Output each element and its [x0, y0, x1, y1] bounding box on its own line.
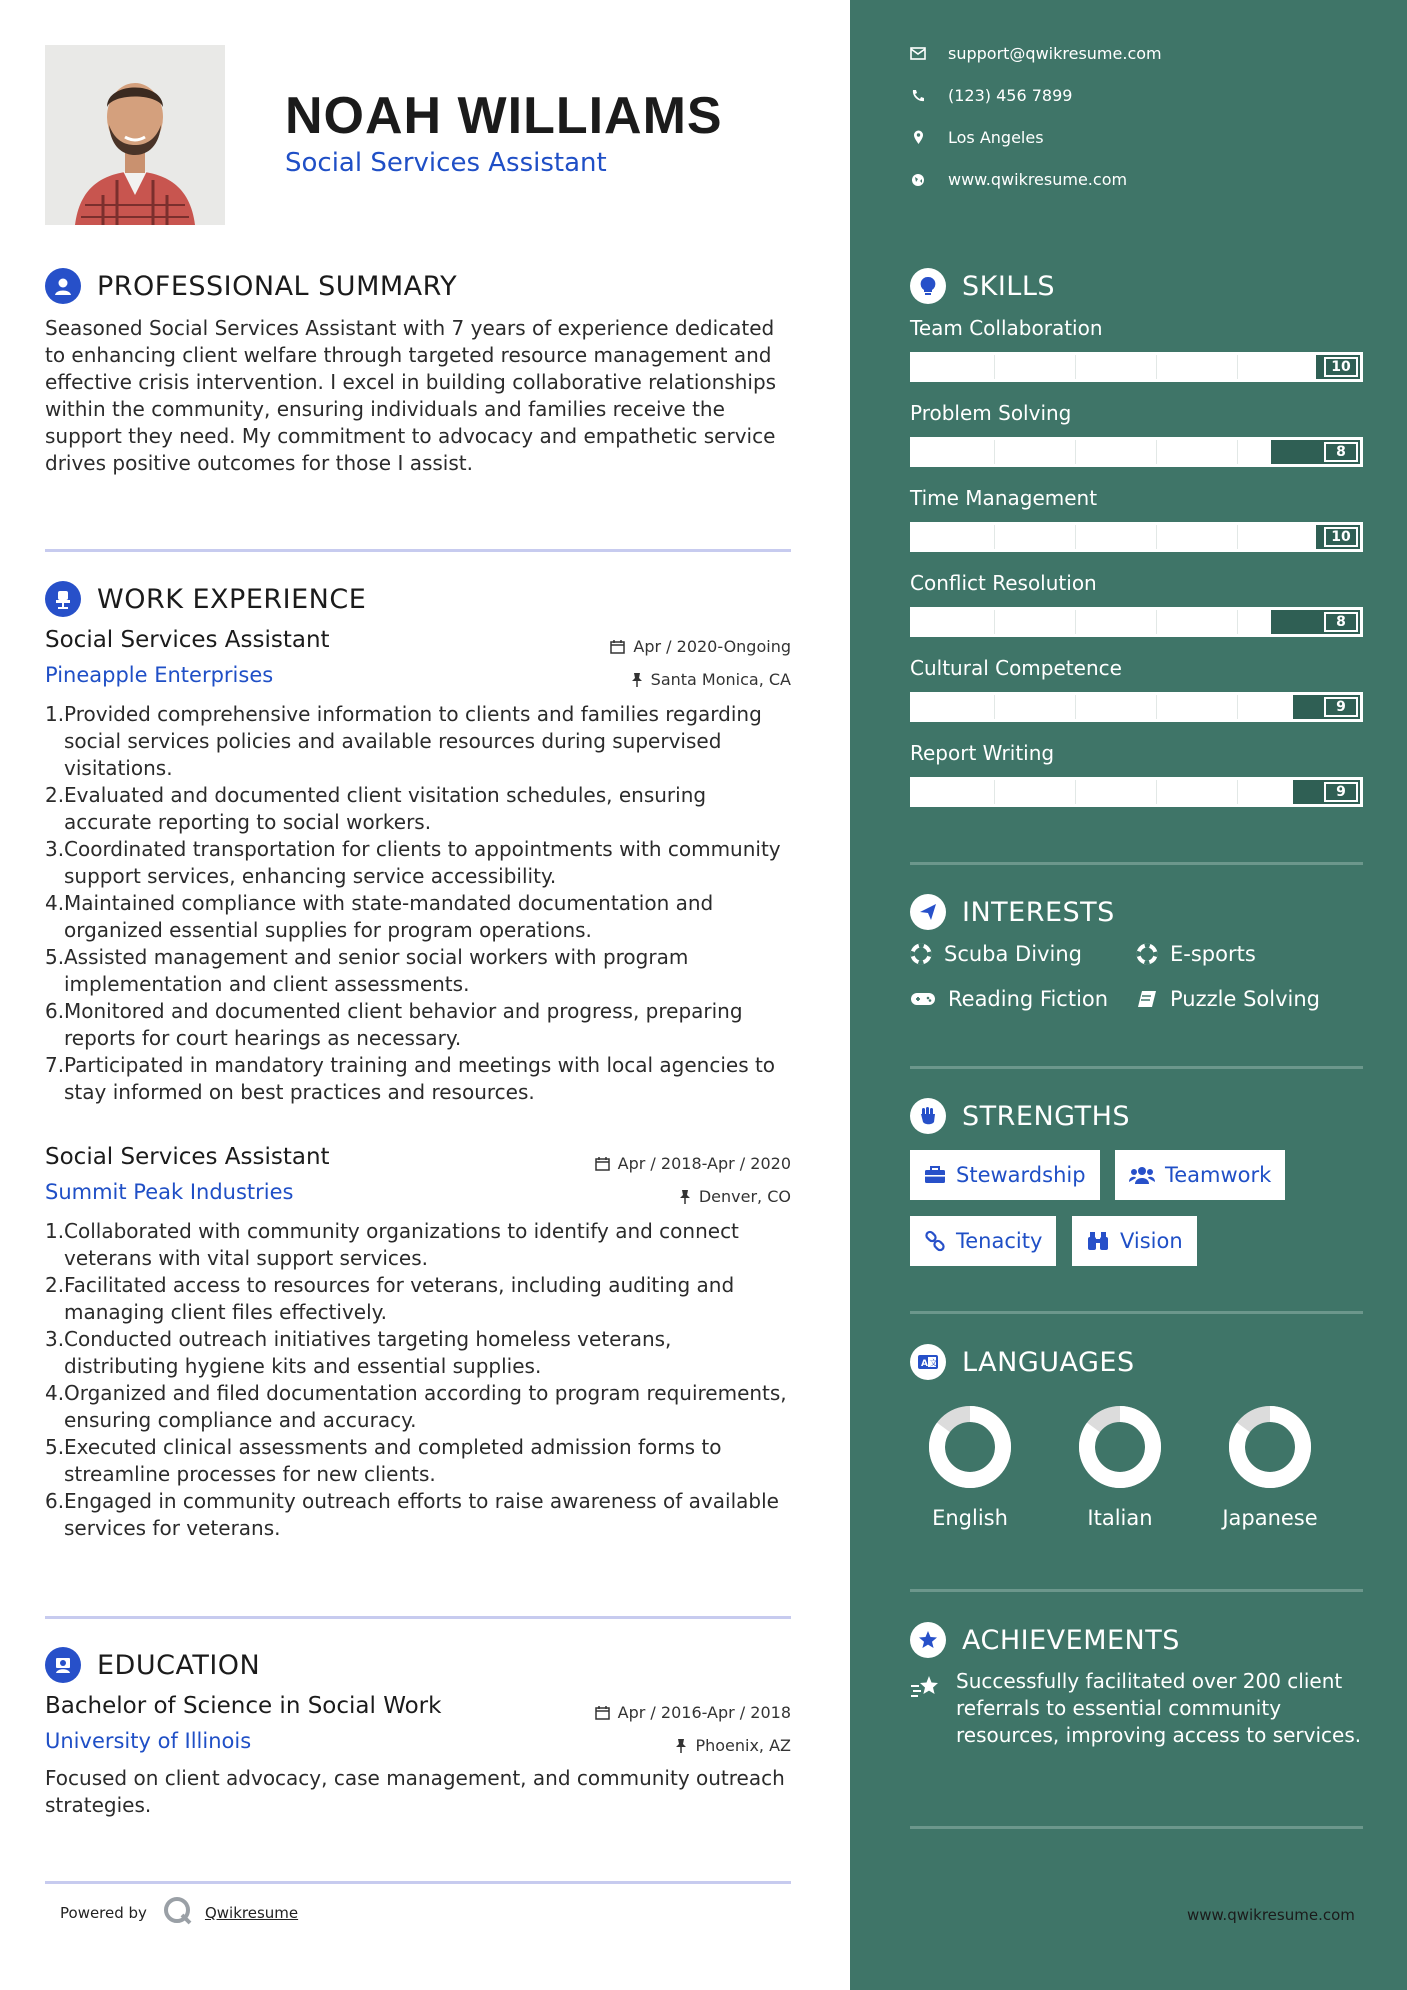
- bullet-number: 3.: [45, 837, 65, 861]
- footer: [60, 1896, 298, 1930]
- skill-bar: [910, 522, 1363, 552]
- interest-label: Reading Fiction: [948, 987, 1109, 1011]
- footer-website[interactable]: www.qwikresume.com: [1187, 1906, 1355, 1924]
- education-entry: [45, 1693, 791, 1819]
- skill-bar: [910, 777, 1363, 807]
- strength-badge: [910, 1150, 1100, 1200]
- powered-by-label: Powered by: [60, 1904, 147, 1922]
- job-bullet: [45, 782, 791, 836]
- strengths-header: [910, 1098, 1130, 1134]
- strengths-heading: STRENGTHS: [962, 1100, 1131, 1132]
- interest-label: E-sports: [1170, 942, 1256, 966]
- skill-fill: [913, 780, 1293, 804]
- skill-segment-divider: [994, 695, 995, 719]
- job-entry: [45, 1144, 791, 1542]
- skill-segment-divider: [1075, 440, 1076, 464]
- job-bullet: [45, 1052, 791, 1106]
- bullet-number: 5.: [45, 1435, 65, 1459]
- skill-segment-divider: [994, 610, 995, 634]
- education-dates: [595, 1703, 791, 1722]
- section-divider: [910, 1826, 1363, 1829]
- language-item: [1215, 1404, 1325, 1530]
- bullet-number: 3.: [45, 1327, 65, 1351]
- skill-segment-divider: [1156, 695, 1157, 719]
- achievement-text: Successfully facilitated over 200 client referrals to essential community resources, improving access to services.: [956, 1669, 1362, 1747]
- contact-website[interactable]: [910, 170, 1127, 189]
- envelope-icon: [910, 47, 926, 60]
- skill-segment-divider: [1156, 525, 1157, 549]
- section-divider: [910, 1066, 1363, 1069]
- skill-fill: [913, 440, 1271, 464]
- paper-plane-icon: [910, 894, 946, 930]
- job-dates: [610, 637, 791, 656]
- gamepad-icon: [910, 990, 936, 1008]
- summary-text: Seasoned Social Services Assistant with 7 years of experience dedicated to enhancing client welfare through targeted resource management and effective crisis intervention. I excel in building collaborative relationships within the community, ensuring individuals and families receive the support they need. My commitment to advocacy and empathetic service drives positive outcomes for those I assist.: [45, 316, 777, 475]
- phone-icon: [910, 89, 926, 103]
- contact-location-text: Los Angeles: [948, 128, 1044, 147]
- strength-label: Stewardship: [956, 1163, 1086, 1187]
- skill-segment-divider: [1237, 695, 1238, 719]
- briefcase-icon: [924, 1166, 946, 1184]
- bullet-text: Executed clinical assessments and completed admission forms to streamline processes for new clients.: [64, 1435, 722, 1486]
- binoculars-icon: [1086, 1231, 1110, 1251]
- qwikresume-link[interactable]: Qwikresume: [204, 1904, 299, 1922]
- bullet-text: Collaborated with community organizations to identify and connect veterans with vital support services.: [64, 1219, 739, 1270]
- job-bullets: [45, 1218, 791, 1542]
- education-dates-text: Apr / 2016-Apr / 2018: [617, 1703, 791, 1722]
- job-bullet: [45, 890, 791, 944]
- bullet-number: 6.: [45, 999, 65, 1023]
- strength-badge: [910, 1216, 1056, 1266]
- skill-fill: [913, 355, 1316, 379]
- bullet-number: 4.: [45, 891, 65, 915]
- section-divider: [45, 1881, 791, 1884]
- job-title: Social Services Assistant: [45, 1144, 330, 1170]
- bullet-number: 4.: [45, 1381, 65, 1405]
- job-bullet: [45, 998, 791, 1052]
- job-dates-text: Apr / 2020-Ongoing: [633, 637, 791, 656]
- skill-segment-divider: [1156, 440, 1157, 464]
- job-location-text: Denver, CO: [698, 1187, 791, 1206]
- strength-label: Vision: [1120, 1229, 1183, 1253]
- svg-text:文: 文: [929, 1358, 938, 1368]
- job-location: [679, 1187, 791, 1206]
- bullet-number: 2.: [45, 1273, 65, 1297]
- skill-label: Report Writing: [910, 741, 1055, 765]
- strength-badge: [1072, 1216, 1197, 1266]
- skills-heading: SKILLS: [962, 270, 1056, 302]
- skill-value: 9: [1324, 697, 1358, 717]
- job-bullet: [45, 1218, 791, 1272]
- job-bullet: [45, 836, 791, 890]
- languages-header: [910, 1344, 1135, 1380]
- job-bullet: [45, 1272, 791, 1326]
- skill-bar: [910, 437, 1363, 467]
- skill-label: Team Collaboration: [910, 316, 1103, 340]
- section-divider: [910, 1311, 1363, 1314]
- qwikresume-logo-icon: [163, 1896, 193, 1930]
- bullet-text: Engaged in community outreach efforts to raise awareness of available services for veterans.: [64, 1489, 779, 1540]
- job-location: [631, 670, 791, 689]
- contact-location: [910, 128, 1044, 147]
- skill-segment-divider: [994, 780, 995, 804]
- section-divider: [910, 862, 1363, 865]
- bullet-number: 5.: [45, 945, 65, 969]
- interests-header: [910, 894, 1115, 930]
- achievements-heading: ACHIEVEMENTS: [962, 1624, 1180, 1656]
- skill-segment-divider: [1075, 610, 1076, 634]
- skill-value: 10: [1324, 527, 1358, 547]
- skill-segment-divider: [994, 440, 995, 464]
- interest-item: [910, 942, 1082, 966]
- bullet-text: Monitored and documented client behavior and progress, preparing reports for court hearings as necessary.: [64, 999, 743, 1050]
- interest-item: [910, 987, 1108, 1011]
- skill-segment-divider: [1237, 610, 1238, 634]
- language-gauge: [1227, 1404, 1313, 1490]
- candidate-name: NOAH WILLIAMS: [285, 87, 723, 145]
- education-location-text: Phoenix, AZ: [695, 1736, 791, 1755]
- language-item: [915, 1404, 1025, 1530]
- bullet-text: Provided comprehensive information to clients and families regarding social services policies and available resources during supervised visitations.: [64, 702, 762, 780]
- job-bullet: [45, 1434, 791, 1488]
- pin-icon: [631, 672, 643, 687]
- interest-label: Puzzle Solving: [1170, 987, 1320, 1011]
- link-icon: [924, 1230, 946, 1252]
- lightbulb-icon: [910, 268, 946, 304]
- skill-segment-divider: [1237, 780, 1238, 804]
- shooting-star-icon: [910, 1674, 942, 1702]
- education-description: Focused on client advocacy, case management, and community outreach strategies.: [45, 1766, 785, 1817]
- summary-heading: PROFESSIONAL SUMMARY: [97, 270, 458, 302]
- education-heading: EDUCATION: [97, 1649, 261, 1681]
- skill-segment-divider: [1156, 780, 1157, 804]
- bullet-text: Coordinated transportation for clients to appointments with community support services, enhancing service accessibility.: [64, 837, 781, 888]
- interest-item: [1136, 987, 1320, 1011]
- skill-value: 8: [1324, 612, 1358, 632]
- skill-segment-divider: [994, 355, 995, 379]
- job-company: Pineapple Enterprises: [45, 663, 274, 687]
- languages-heading: LANGUAGES: [962, 1346, 1135, 1378]
- contact-phone[interactable]: [910, 86, 1072, 105]
- job-title: Social Services Assistant: [45, 627, 330, 653]
- language-gauge: [1077, 1404, 1163, 1490]
- users-icon: [1129, 1165, 1155, 1185]
- bullet-text: Maintained compliance with state-mandated documentation and organized essential supplies for program operations.: [64, 891, 714, 942]
- lifebuoy-icon: [910, 943, 932, 965]
- translate-icon: [910, 1344, 946, 1380]
- pin-icon: [675, 1738, 687, 1753]
- job-dates-text: Apr / 2018-Apr / 2020: [617, 1154, 791, 1173]
- interests-heading: INTERESTS: [962, 896, 1115, 928]
- experience-header: [45, 581, 366, 617]
- bullet-text: Organized and filed documentation according to program requirements, ensuring compliance and accuracy.: [64, 1381, 787, 1432]
- graduate-icon: [45, 1647, 81, 1683]
- bullet-number: 2.: [45, 783, 65, 807]
- bullet-text: Participated in mandatory training and meetings with local agencies to stay informed on best practices and resources.: [64, 1053, 776, 1104]
- skill-segment-divider: [994, 525, 995, 549]
- job-entry: [45, 627, 791, 1106]
- job-bullets: [45, 701, 791, 1106]
- skill-bar: [910, 692, 1363, 722]
- education-location: [675, 1736, 791, 1755]
- map-marker-icon: [910, 130, 926, 145]
- language-gauge: [927, 1404, 1013, 1490]
- skill-fill: [913, 695, 1293, 719]
- interest-label: Scuba Diving: [944, 942, 1082, 966]
- bullet-text: Facilitated access to resources for veterans, including auditing and managing client files effectively.: [64, 1273, 735, 1324]
- section-divider: [45, 549, 791, 552]
- book-icon: [1136, 989, 1158, 1009]
- contact-email-text: support@qwikresume.com: [948, 44, 1162, 63]
- summary-header: [45, 268, 457, 304]
- section-divider: [45, 1616, 791, 1619]
- calendar-icon: [595, 1156, 610, 1171]
- skill-segment-divider: [1237, 525, 1238, 549]
- profile-photo: [45, 45, 225, 225]
- job-company: Summit Peak Industries: [45, 1180, 294, 1204]
- fist-icon: [910, 1098, 946, 1134]
- interest-item: [1136, 942, 1256, 966]
- bullet-text: Evaluated and documented client visitation schedules, ensuring accurate reporting to social workers.: [64, 783, 707, 834]
- skill-segment-divider: [1237, 355, 1238, 379]
- skill-bar: [910, 607, 1363, 637]
- language-label: Japanese: [1222, 1506, 1318, 1530]
- bullet-number: 1.: [45, 1219, 65, 1243]
- star-badge-icon: [910, 1622, 946, 1658]
- svg-text:A: A: [921, 1359, 928, 1369]
- pin-icon: [679, 1189, 691, 1204]
- skill-fill: [913, 525, 1316, 549]
- skill-label: Cultural Competence: [910, 656, 1122, 680]
- bullet-text: Conducted outreach initiatives targeting homeless veterans, distributing hygiene kits and essential supplies.: [64, 1327, 672, 1378]
- job-bullet: [45, 701, 791, 782]
- language-item: [1065, 1404, 1175, 1530]
- strength-badge: [1115, 1150, 1285, 1200]
- skill-segment-divider: [1075, 355, 1076, 379]
- job-bullet: [45, 944, 791, 998]
- skill-fill: [913, 610, 1271, 634]
- contact-phone-text: (123) 456 7899: [948, 86, 1073, 105]
- strength-label: Teamwork: [1165, 1163, 1272, 1187]
- skill-value: 10: [1324, 357, 1358, 377]
- job-bullet: [45, 1488, 791, 1542]
- lifebuoy-icon: [1136, 943, 1158, 965]
- globe-icon: [910, 173, 926, 187]
- bullet-number: 7.: [45, 1053, 65, 1077]
- job-location-text: Santa Monica, CA: [650, 670, 791, 689]
- candidate-title: Social Services Assistant: [285, 148, 607, 178]
- calendar-icon: [595, 1705, 610, 1720]
- calendar-icon: [610, 639, 625, 654]
- school-name: University of Illinois: [45, 1729, 252, 1753]
- language-label: Italian: [1087, 1506, 1153, 1530]
- job-bullet: [45, 1326, 791, 1380]
- experience-heading: WORK EXPERIENCE: [97, 583, 367, 615]
- contact-email[interactable]: [910, 44, 1162, 63]
- skill-segment-divider: [1075, 695, 1076, 719]
- skill-label: Time Management: [910, 486, 1098, 510]
- skill-segment-divider: [1156, 610, 1157, 634]
- skill-segment-divider: [1237, 440, 1238, 464]
- user-icon: [45, 268, 81, 304]
- skill-value: 8: [1324, 442, 1358, 462]
- skills-header: [910, 268, 1055, 304]
- skill-label: Problem Solving: [910, 401, 1072, 425]
- section-divider: [910, 1589, 1363, 1592]
- job-bullet: [45, 1380, 791, 1434]
- skill-value: 9: [1324, 782, 1358, 802]
- job-dates: [595, 1154, 791, 1173]
- strength-label: Tenacity: [956, 1229, 1043, 1253]
- degree-title: Bachelor of Science in Social Work: [45, 1693, 442, 1719]
- skill-segment-divider: [1075, 780, 1076, 804]
- office-chair-icon: [45, 581, 81, 617]
- bullet-number: 6.: [45, 1489, 65, 1513]
- skill-segment-divider: [1075, 525, 1076, 549]
- skill-bar: [910, 352, 1363, 382]
- achievements-header: [910, 1622, 1180, 1658]
- contact-website-text: www.qwikresume.com: [948, 170, 1128, 189]
- education-header: [45, 1647, 260, 1683]
- skill-segment-divider: [1156, 355, 1157, 379]
- language-label: English: [932, 1506, 1008, 1530]
- bullet-number: 1.: [45, 702, 65, 726]
- bullet-text: Assisted management and senior social workers with program implementation and client assessments.: [64, 945, 689, 996]
- achievement-item: [910, 1668, 1363, 1749]
- skill-label: Conflict Resolution: [910, 571, 1097, 595]
